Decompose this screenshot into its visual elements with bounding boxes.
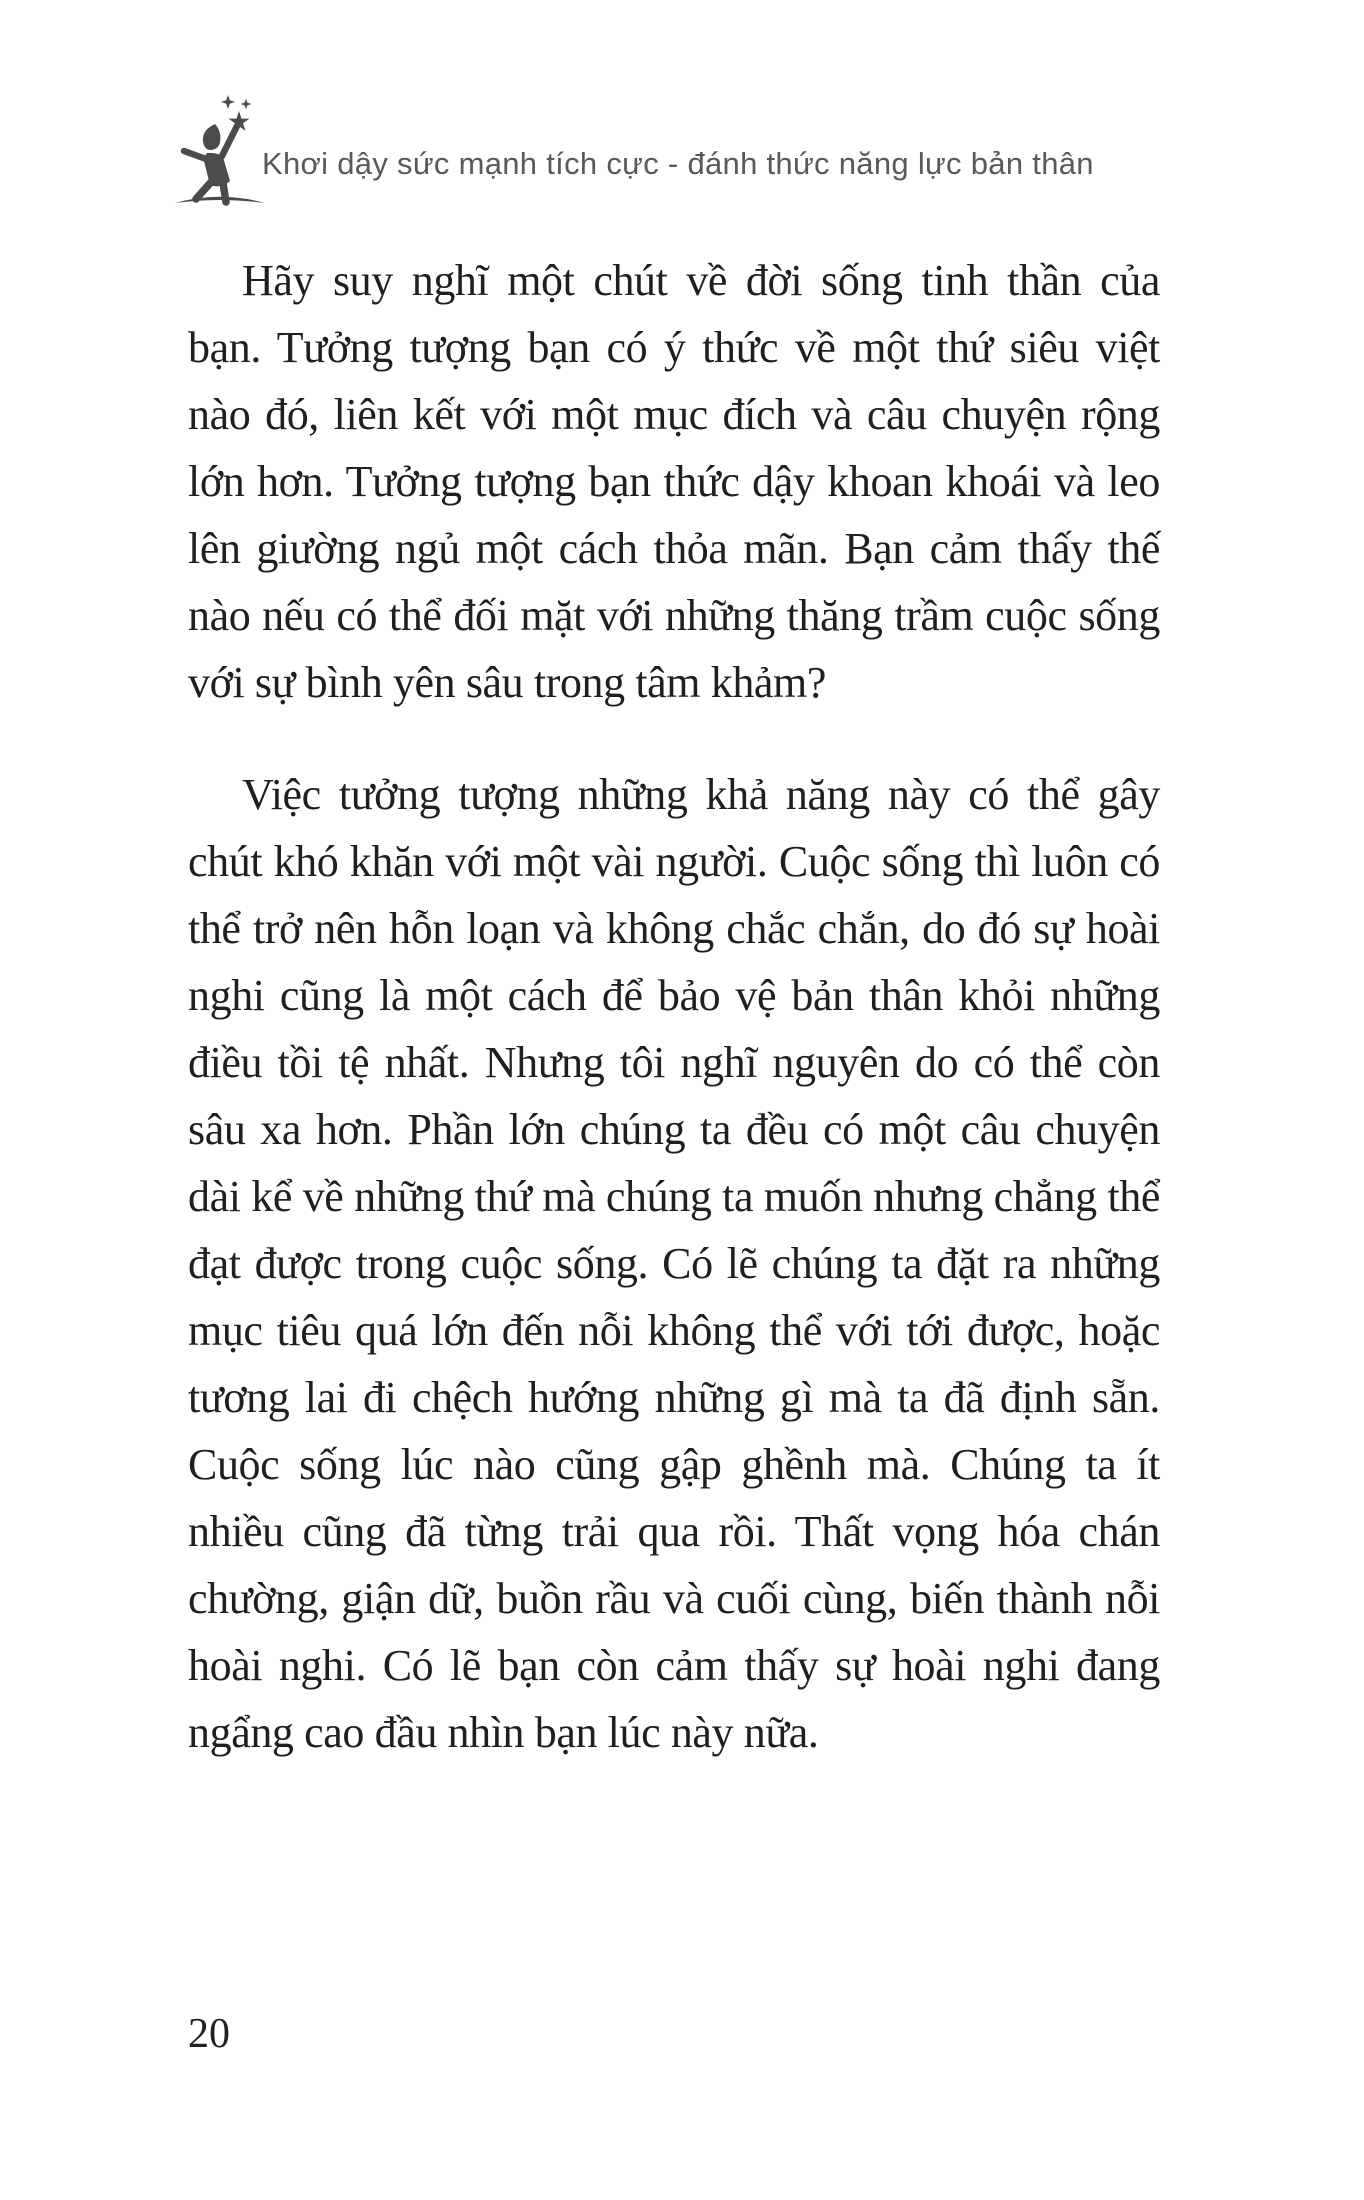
page-header	[0, 0, 1364, 220]
paragraph: Hãy suy nghĩ một chút về đời sống tinh thần của bạn. Tưởng tượng bạn có ý thức về một thứ siêu việt nào đó, liên kết với một mục đích và câu chuyện rộng lớn hơn. Tưởng tượng bạn thức dậy khoan khoái và leo lên giường ngủ một cách thỏa mãn. Bạn cảm thấy thế nào nếu có thể đối mặt với những thăng trầm cuộc sống với sự bình yên sâu trong tâm khảm?	[188, 256, 1160, 707]
page-number: 20	[188, 2011, 230, 2057]
sparkle-icon	[221, 95, 235, 109]
child-reaching-star-icon	[125, 62, 270, 210]
ground-arc	[175, 197, 265, 203]
child-figure-icon	[184, 124, 237, 202]
sparkle-icon	[241, 99, 252, 110]
page-body-text	[188, 247, 1160, 1766]
paragraph: Việc tưởng tượng những khả năng này có thể gây chút khó khăn với một vài người. Cuộc sống thì luôn có thể trở nên hỗn loạn và không chắc chắn, do đó sự hoài nghi cũng là một cách để bảo vệ bản thân khỏi những điều tồi tệ nhất. Nhưng tôi nghĩ nguyên do có thể còn sâu xa hơn. Phần lớn chúng ta đều có một câu chuyện dài kể về những thứ mà chúng ta muốn nhưng chẳng thể đạt được trong cuộc sống. Có lẽ chúng ta đặt ra những mục tiêu quá lớn đến nỗi không thể với tới được, hoặc tương lai đi chệch hướng những gì mà ta đã định sẵn. Cuộc sống lúc nào cũng gập ghềnh mà. Chúng ta ít nhiều cũng đã từng trải qua rồi. Thất vọng hóa chán chường, giận dữ, buồn rầu và cuối cùng, biến thành nỗi hoài nghi. Có lẽ bạn còn cảm thấy sự hoài nghi đang ngẩng cao đầu nhìn bạn lúc này nữa.	[188, 770, 1160, 1757]
running-head-title: Khơi dậy sức mạnh tích cực - đánh thức năng lực bản thân	[262, 146, 1094, 181]
